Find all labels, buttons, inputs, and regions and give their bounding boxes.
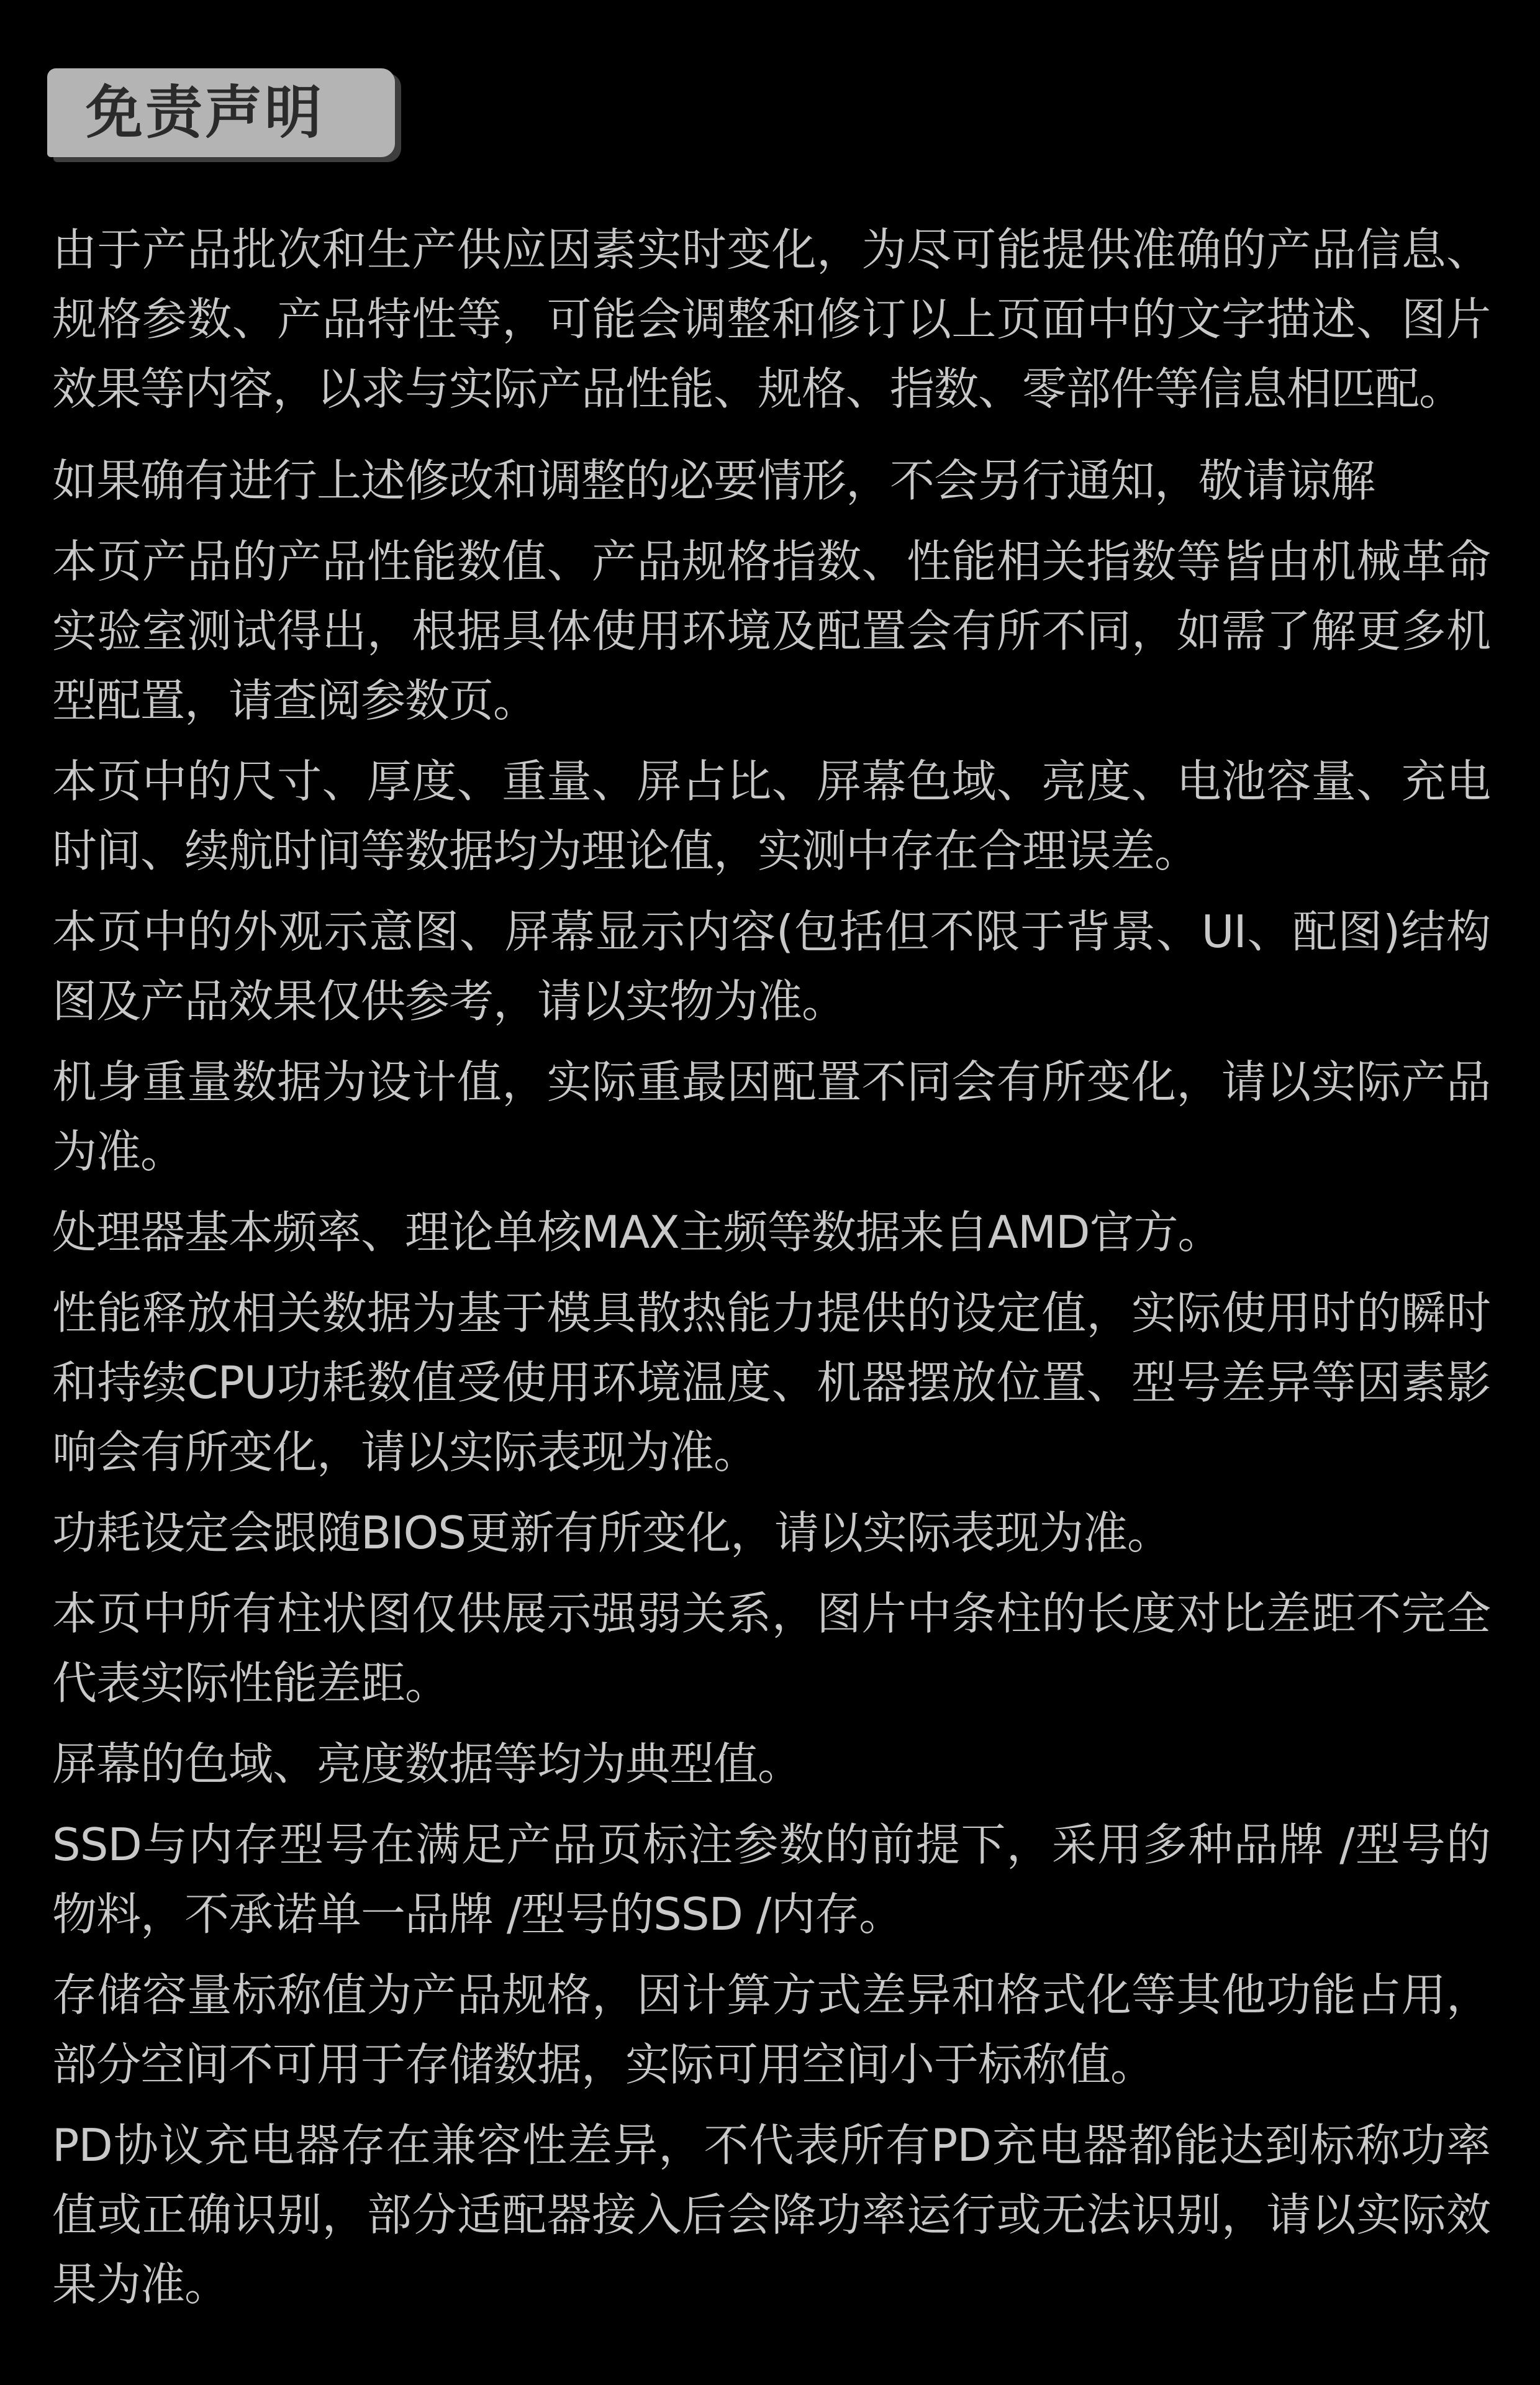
- disclaimer-paragraph: SSD与内存型号在满足产品页标注参数的前提下，采用多种品牌 /型号的物料，不承诺单一品牌 /型号的SSD /内存。: [52, 1819, 1490, 1940]
- disclaimer-paragraph: 机身重量数据为设计值，实际重最因配置不同会有所变化，请以实际产品为准。: [52, 1056, 1490, 1178]
- disclaimer-paragraph: 如果确有进行上述修改和调整的必要情形，不会另行通知，敬请谅解: [52, 455, 1375, 507]
- disclaimer-paragraph: 性能释放相关数据为基于模具散热能力提供的设定值，实际使用时的瞬时和持续CPU功耗数值受使用环境温度、机器摆放位置、型号差异等因素影响会有所变化，请以实际表现为准。: [52, 1287, 1490, 1478]
- disclaimer-paragraph: 功耗设定会跟随BIOS更新有所变化，请以实际表现为准。: [52, 1507, 1172, 1559]
- disclaimer-paragraph: 本页中所有柱状图仅供展示强弱关系，图片中条柱的长度对比差距不完全代表实际性能差距。: [52, 1588, 1490, 1709]
- disclaimer-paragraph: 由于产品批次和生产供应因素实时变化，为尽可能提供准确的产品信息、规格参数、产品特性等，可能会调整和修订以上页面中的文字描述、图片效果等内容，以求与实际产品性能、规格、指数、零部件等信息相匹配。: [52, 224, 1490, 415]
- disclaimer-title-tag: [47, 68, 395, 157]
- disclaimer-paragraph: 处理器基本频率、理论单核MAX主频等数据来自AMD官方。: [52, 1206, 1222, 1258]
- disclaimer-paragraph: PD协议充电器存在兼容性差异，不代表所有PD充电器都能达到标称功率值或正确识别，部分适配器接入后会降功率运行或无法识别，请以实际效果为准。: [52, 2119, 1490, 2310]
- disclaimer-paragraph: 本页中的尺寸、厚度、重量、屏占比、屏幕色域、亮度、电池容量、充电时间、续航时间等数据均为理论值，实测中存在合理误差。: [52, 755, 1490, 877]
- disclaimer-content: [52, 215, 1490, 2330]
- disclaimer-paragraph: 屏幕的色域、亮度数据等均为典型值。: [52, 1738, 802, 1790]
- disclaimer-paragraph: 存储容量标称值为产品规格，因计算方式差异和格式化等其他功能占用，部分空间不可用于存储数据，实际可用空间小于标称值。: [52, 1969, 1490, 2091]
- disclaimer-paragraph: 本页中的外观示意图、屏幕显示内容(包括但不限于背景、UI、配图)结构图及产品效果仅供参考，请以实物为准。: [52, 906, 1490, 1027]
- page-title: 免责声明: [86, 79, 325, 146]
- disclaimer-paragraph: 本页产品的产品性能数值、产品规格指数、性能相关指数等皆由机械革命实验室测试得出，根据具体使用环境及配置会有所不同，如需了解更多机型配置，请查阅参数页。: [52, 535, 1490, 727]
